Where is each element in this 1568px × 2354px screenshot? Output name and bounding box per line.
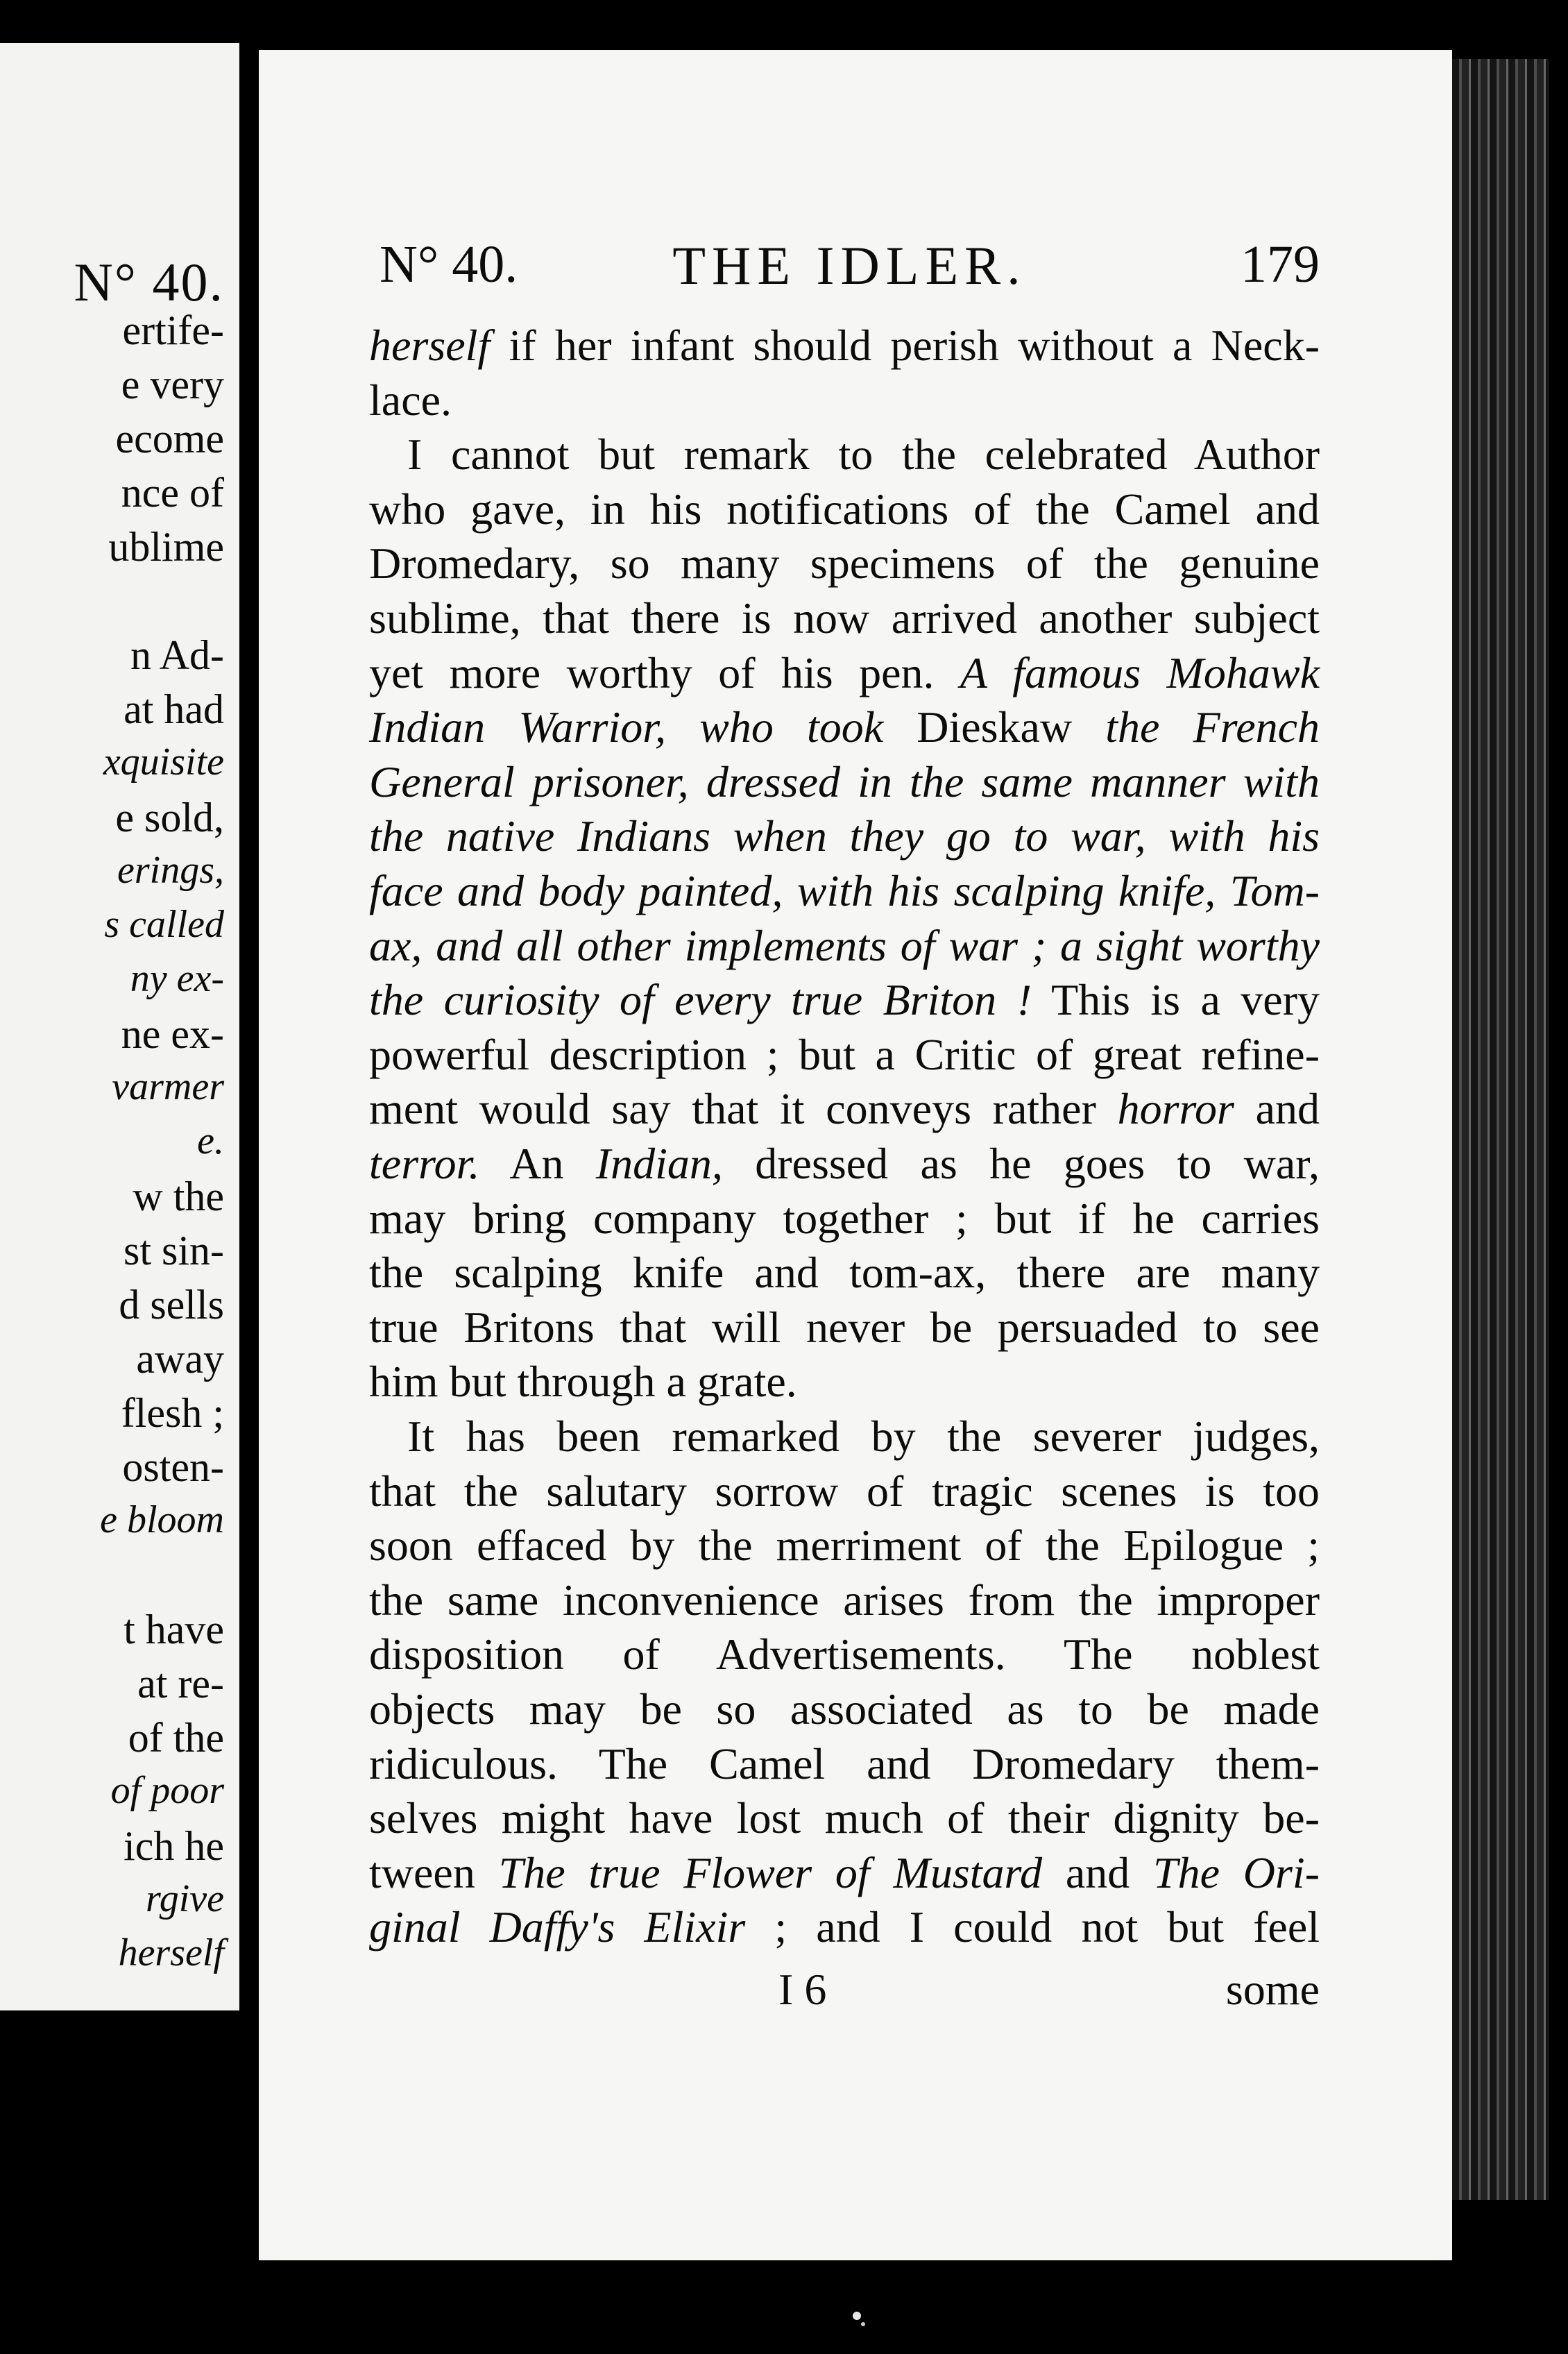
previous-page-line: ny ex-	[130, 957, 224, 1000]
roman-text: ; and I could not but feel	[745, 1902, 1320, 1952]
previous-page-line: st sin-	[123, 1228, 224, 1273]
book-gutter	[239, 0, 259, 2354]
roman-text: Dromedary, so many specimens of the genuine	[369, 539, 1320, 588]
roman-text: and	[1234, 1084, 1320, 1134]
italic-text: terror.	[369, 1139, 480, 1188]
text-line	[369, 920, 1320, 974]
text-line	[369, 1519, 1320, 1573]
previous-page-line: herself	[118, 1931, 224, 1974]
previous-page-line: ertife-	[122, 307, 224, 353]
italic-text: herself	[369, 321, 491, 370]
text-line	[369, 1847, 1320, 1901]
previous-page-line: e.	[197, 1119, 224, 1162]
previous-page-line: t have	[123, 1607, 224, 1652]
previous-page-line: n Ad-	[130, 632, 224, 678]
previous-page-line: ublime	[108, 524, 224, 570]
text-line	[369, 1792, 1320, 1846]
text-line	[369, 319, 1320, 373]
previous-page-line: of the	[128, 1715, 224, 1761]
roman-text: sublime, that there is now arrived another subject	[369, 593, 1320, 643]
roman-text: soon effaced by the merriment of the Epilogue ;	[369, 1521, 1320, 1570]
roman-text: dressed as he goes to war,	[722, 1139, 1320, 1188]
text-line	[369, 1083, 1320, 1137]
roman-text: Dieskaw	[917, 702, 1073, 752]
italic-text: ax, and all other implements of war ; a sight worthy	[369, 920, 1320, 970]
italic-text: Indian Warrior, who took	[369, 702, 917, 752]
text-line	[369, 537, 1320, 591]
roman-text: may bring company together ; but if he carries	[369, 1193, 1320, 1243]
roman-text: him but through a grate.	[369, 1357, 797, 1407]
previous-page-line: of poor	[110, 1769, 224, 1812]
previous-page-line: e sold,	[115, 795, 224, 840]
italic-text: General prisoner, dressed in the same manner with	[369, 756, 1320, 806]
italic-text: horror	[1117, 1084, 1234, 1134]
text-line	[369, 1628, 1320, 1682]
roman-text: true Britons that will never be persuaded to see	[369, 1302, 1320, 1352]
roman-text: objects may be so associated as to be made	[369, 1684, 1320, 1734]
italic-text: face and body painted, with his scalping knife, Tom-	[369, 866, 1320, 915]
previous-page-line: away	[136, 1336, 224, 1382]
running-head	[380, 235, 1320, 304]
roman-text: if her infant should perish without a Neck-	[490, 321, 1320, 370]
page-edges	[1452, 59, 1549, 2200]
text-line	[369, 865, 1320, 919]
page-footer	[369, 1964, 1320, 2019]
roman-text: yet more worthy of his pen.	[369, 647, 960, 697]
roman-text: An	[479, 1139, 596, 1188]
previous-page-line: at re-	[137, 1661, 224, 1707]
running-title: THE IDLER.	[672, 235, 1027, 296]
page-number: 179	[1241, 235, 1320, 294]
previous-page-line: nce of	[121, 470, 224, 516]
previous-page-line: ecome	[115, 416, 224, 462]
text-line	[369, 1137, 1320, 1192]
italic-text: the native Indians when they go to war, with his	[369, 811, 1320, 861]
previous-page-line: xquisite	[103, 740, 224, 784]
text-line	[369, 1574, 1320, 1628]
text-line	[369, 1465, 1320, 1519]
previous-page-line: osten-	[122, 1444, 224, 1490]
italic-text: the curiosity of every true Briton !	[369, 975, 1032, 1025]
text-line	[369, 756, 1320, 810]
previous-page-header: N° 40.	[74, 252, 224, 312]
italic-text: the French	[1072, 702, 1320, 752]
roman-text: I cannot but remark to the celebrated Author	[407, 430, 1320, 480]
previous-page-line: e bloom	[100, 1498, 224, 1541]
text-line	[369, 592, 1320, 646]
previous-page-line: w the	[133, 1174, 224, 1219]
roman-text: the same inconvenience arises from the improper	[369, 1575, 1320, 1625]
text-line	[369, 1683, 1320, 1737]
roman-text: lace.	[369, 375, 452, 425]
text-line	[369, 374, 1320, 428]
previous-page-line: rgive	[146, 1877, 224, 1920]
roman-text: the scalping knife and tom-ax, there are many	[369, 1248, 1320, 1298]
previous-page-line: varmer	[112, 1065, 224, 1108]
previous-page-line: ne ex-	[121, 1011, 224, 1057]
roman-text: This is a very	[1031, 975, 1320, 1025]
italic-text: ginal Daffy's Elixir	[369, 1902, 746, 1952]
text-line	[369, 810, 1320, 864]
text-line	[369, 1246, 1320, 1301]
previous-page-line: e very	[121, 362, 224, 407]
previous-page-line: flesh ;	[121, 1390, 224, 1436]
text-line	[369, 483, 1320, 537]
issue-number: N° 40.	[380, 235, 518, 294]
signature-mark: I 6	[778, 1965, 827, 2014]
previous-page-fragment	[0, 43, 239, 2010]
catchword: some	[1225, 1965, 1320, 2014]
previous-page-line: s called	[104, 903, 224, 946]
roman-text: powerful description ; but a Critic of great refine-	[369, 1029, 1320, 1079]
previous-page-line: d sells	[119, 1282, 224, 1328]
roman-text: It has been remarked by the severer judges,	[407, 1412, 1320, 1461]
italic-text: A famous Mohawk	[960, 647, 1320, 697]
roman-text: ment would say that it conveys rather	[369, 1084, 1118, 1134]
text-line	[369, 647, 1320, 701]
text-line	[369, 1028, 1320, 1083]
roman-text: selves might have lost much of their dignity be-	[369, 1793, 1320, 1843]
text-line	[369, 1901, 1320, 1955]
text-line	[369, 1355, 1320, 1409]
italic-text: Indian,	[595, 1139, 723, 1188]
text-line	[407, 1410, 1320, 1464]
text-line	[369, 1192, 1320, 1246]
previous-page-line: ich he	[123, 1823, 224, 1869]
previous-page-line: erings,	[117, 849, 224, 892]
roman-text: tween	[369, 1847, 499, 1897]
italic-text: The Ori-	[1153, 1847, 1320, 1897]
roman-text: that the salutary sorrow of tragic scenes is too	[369, 1466, 1320, 1516]
roman-text: ridiculous. The Camel and Dromedary them-	[369, 1738, 1320, 1788]
paper-speck	[846, 2308, 867, 2328]
text-line	[407, 428, 1320, 482]
text-line	[369, 1738, 1320, 1792]
text-line	[369, 974, 1320, 1028]
previous-page-line: at had	[123, 686, 224, 732]
text-line	[369, 701, 1320, 755]
italic-text: The true Flower of Mustard	[498, 1847, 1043, 1897]
roman-text: disposition of Advertisements. The noblest	[369, 1629, 1320, 1679]
roman-text: who gave, in his notifications of the Camel and	[369, 484, 1320, 534]
text-line	[369, 1301, 1320, 1355]
roman-text: and	[1042, 1847, 1154, 1897]
